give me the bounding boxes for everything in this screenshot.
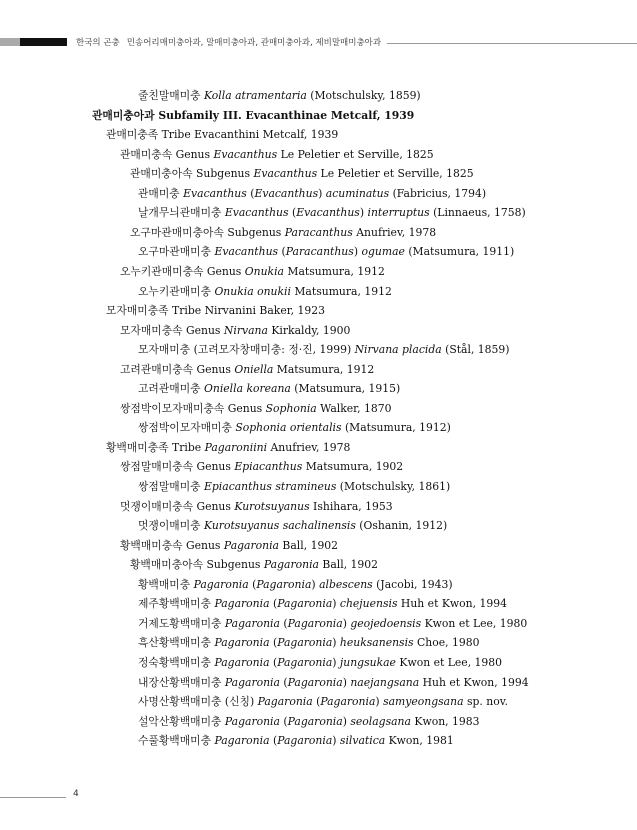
authority-text: ( — [312, 695, 321, 708]
taxon-subgenus — [130, 558, 378, 571]
taxon-subgenus — [130, 226, 436, 239]
authority-text: ) — [342, 715, 351, 728]
authority-text: (Jacobi, 1943) — [372, 578, 453, 591]
korean-name: 쌍점박이모자매미충 — [138, 421, 232, 434]
korean-name: 관매미충아속 — [130, 167, 193, 180]
scientific-name: Pagaronia — [257, 695, 313, 708]
authority-text: ( — [269, 656, 278, 669]
authority-text: ( — [279, 676, 288, 689]
authority-text: ( — [248, 578, 257, 591]
scientific-name: Evacanthus — [253, 167, 318, 180]
korean-name: 설악산황백매미충 — [138, 715, 222, 728]
taxon-tribe — [106, 304, 325, 317]
korean-name: 관매미충족 — [106, 128, 159, 141]
korean-name: 멋쟁이매미충속 — [120, 500, 194, 513]
taxon-genus — [120, 500, 393, 513]
authority-text: ( — [288, 206, 297, 219]
scientific-name: Pagaronia — [256, 578, 312, 591]
taxon-species — [138, 421, 451, 434]
authority-text: ) — [342, 676, 351, 689]
taxon-species — [138, 519, 447, 532]
authority-text: Huh et Kwon, 1994 — [419, 676, 529, 689]
authority-text: Kwon et Lee, 1980 — [421, 617, 528, 630]
authority-text: Ball, 1902 — [318, 558, 379, 571]
authority-text: Subgenus — [227, 226, 285, 239]
scientific-name: Kurotsuyanus sachalinensis — [204, 519, 356, 532]
scientific-name: acuminatus — [325, 187, 390, 200]
authority-text: (신칭) — [224, 695, 258, 708]
authority-text: (고려모자창매미충: 정·진, 1999) — [193, 343, 355, 356]
authority-text: ) — [342, 617, 351, 630]
scientific-name: Paracanthus — [284, 226, 353, 239]
korean-name: 고려관매미충속 — [120, 363, 194, 376]
scientific-name: Oniella koreana — [204, 382, 291, 395]
section-title: 민송어리매미충아과, 말매미충아과, 관매미충아과, 제비말매미충아과 — [126, 38, 382, 48]
taxon-species — [138, 695, 508, 708]
header-bar-gray — [0, 38, 20, 46]
authority-text: ( — [269, 636, 278, 649]
scientific-name: ogumae — [361, 245, 405, 258]
authority-text: ( — [278, 245, 286, 258]
header-bar-black — [20, 38, 67, 46]
taxon-genus — [120, 460, 403, 473]
authority-text: Genus — [196, 460, 235, 473]
taxon-genus — [120, 324, 350, 337]
scientific-name: Pagaronia — [214, 656, 270, 669]
scientific-name: Pagaronia — [287, 676, 343, 689]
korean-name: 황백매미충족 — [106, 441, 169, 454]
korean-name: 황백매미충 — [138, 578, 191, 591]
authority-text: Tribe Nirvanini Baker, 1923 — [172, 304, 326, 317]
scientific-name: Pagaronia — [214, 597, 270, 610]
taxon-species — [138, 343, 510, 356]
taxon-species — [138, 285, 392, 298]
taxon-species — [138, 597, 507, 610]
scientific-name: Pagaronia — [277, 597, 333, 610]
taxon-species — [138, 734, 454, 747]
authority-text: Anufriev, 1978 — [352, 226, 437, 239]
authority-text: ) — [353, 245, 362, 258]
authority-text: Kwon, 1981 — [385, 734, 454, 747]
authority-text: ) — [332, 597, 340, 610]
authority-text: ) — [375, 695, 384, 708]
scientific-name: Pagaronia — [277, 636, 333, 649]
taxon-species — [138, 480, 450, 493]
authority-text: ( — [279, 617, 288, 630]
authority-text: (Matsumura, 1911) — [404, 245, 515, 258]
taxon-genus — [120, 148, 434, 161]
authority-text: ( — [269, 734, 278, 747]
korean-name: 오구마관매미충아속 — [130, 226, 224, 239]
scientific-name: Sophonia — [265, 402, 317, 415]
korean-name: 오누키관매미충속 — [120, 265, 204, 278]
korean-name: 줄친말매미충 — [138, 89, 201, 102]
authority-text: Tribe — [172, 441, 205, 454]
korean-name: 관매미충 — [138, 187, 180, 200]
korean-name: 멋쟁이매미충 — [138, 519, 201, 532]
scientific-name: seolagsana — [350, 715, 411, 728]
authority-text: Genus — [227, 402, 266, 415]
scientific-name: interruptus — [367, 206, 430, 219]
taxon-genus — [120, 265, 385, 278]
scientific-name: Paracanthus — [285, 245, 354, 258]
taxon-genus — [120, 402, 391, 415]
authority-text: Genus — [196, 363, 235, 376]
authority-text: Genus — [175, 148, 214, 161]
taxon-species — [138, 656, 502, 669]
authority-text: Tribe Evacanthini Metcalf, 1939 — [161, 128, 339, 141]
scientific-name: Pagaronia — [224, 715, 280, 728]
korean-name: 쌍점말매미충속 — [120, 460, 194, 473]
scientific-name: silvatica — [339, 734, 386, 747]
authority-text: ) — [311, 578, 320, 591]
korean-name: 모자매미충족 — [106, 304, 169, 317]
scientific-name: Pagaronia — [287, 715, 343, 728]
taxon-genus — [120, 539, 338, 552]
scientific-name: Nirvana — [223, 324, 268, 337]
scientific-name: Pagaroniini — [204, 441, 268, 454]
korean-name: 흑산황백매미충 — [138, 636, 212, 649]
scientific-name: Pagaronia — [224, 676, 280, 689]
authority-text: Genus — [196, 500, 235, 513]
taxon-species — [138, 617, 527, 630]
scientific-name: Evacanthus — [183, 187, 247, 200]
korean-name: 관매미충아과 — [92, 109, 155, 122]
taxon-tribe — [106, 128, 338, 141]
scientific-name: Pagaronia — [223, 539, 279, 552]
authority-text: (Motschulsky, 1859) — [306, 89, 421, 102]
taxon-species — [138, 382, 400, 395]
authority-text: ( — [279, 715, 288, 728]
authority-text: Genus — [186, 324, 224, 337]
authority-text: Subgenus — [206, 558, 264, 571]
authority-text: Choe, 1980 — [413, 636, 480, 649]
scientific-name: Oniella — [234, 363, 274, 376]
authority-text: Ishihara, 1953 — [309, 500, 393, 513]
authority-text: Subfamily III. Evacanthinae Metcalf, 1939 — [158, 109, 415, 122]
authority-text: Genus — [206, 265, 245, 278]
taxon-species — [138, 89, 421, 102]
authority-text: ( — [269, 597, 278, 610]
authority-text: (Fabricius, 1794) — [389, 187, 487, 200]
scientific-name: heuksanensis — [339, 636, 414, 649]
authority-text: Genus — [186, 539, 224, 552]
authority-text: (Matsumura, 1915) — [290, 382, 401, 395]
taxon-subgenus — [130, 167, 474, 180]
authority-text: Walker, 1870 — [316, 402, 392, 415]
korean-name: 수풀황백매미충 — [138, 734, 212, 747]
authority-text: (Matsumura, 1912) — [341, 421, 451, 434]
scientific-name: Evacanthus — [213, 148, 278, 161]
scientific-name: samyeongsana — [383, 695, 464, 708]
korean-name: 모자매미충 — [138, 343, 191, 356]
taxon-species — [138, 245, 514, 258]
scientific-name: Pagaronia — [277, 734, 333, 747]
book-title: 한국의 곤충 — [76, 38, 120, 48]
korean-name: 정숙황백매미충 — [138, 656, 212, 669]
korean-name: 제주황백매미충 — [138, 597, 212, 610]
authority-text: Subgenus — [196, 167, 254, 180]
authority-text: ) — [332, 656, 340, 669]
korean-name: 황백매미충아속 — [130, 558, 204, 571]
korean-name: 내장산황백매미충 — [138, 676, 222, 689]
authority-text: ( — [246, 187, 255, 200]
korean-name: 쌍점박이모자매미충속 — [120, 402, 225, 415]
authority-text: (Motschulsky, 1861) — [336, 480, 451, 493]
authority-text: (Stål, 1859) — [441, 343, 510, 356]
scientific-name: Kurotsuyanus — [234, 500, 310, 513]
scientific-name: jungsukae — [339, 656, 396, 669]
taxon-species — [138, 578, 453, 591]
authority-text: Kirkaldy, 1900 — [267, 324, 351, 337]
scientific-name: Pagaronia — [193, 578, 249, 591]
authority-text: Huh et Kwon, 1994 — [397, 597, 507, 610]
page-number: 4 — [73, 789, 79, 799]
scientific-name: Pagaronia — [214, 734, 270, 747]
scientific-name: Pagaronia — [263, 558, 319, 571]
taxon-species — [138, 715, 480, 728]
authority-text: Matsumura, 1912 — [283, 265, 385, 278]
taxon-species — [138, 676, 529, 689]
scientific-name: Epiacanthus — [234, 460, 303, 473]
authority-text: Le Peletier et Serville, 1825 — [317, 167, 474, 180]
korean-name: 사명산황백매미충 — [138, 695, 222, 708]
korean-name: 쌍점말매미충 — [138, 480, 201, 493]
authority-text: (Oshanin, 1912) — [355, 519, 448, 532]
korean-name: 날개무늬관매미충 — [138, 206, 222, 219]
taxon-tribe — [106, 441, 350, 454]
scientific-name: naejangsana — [350, 676, 420, 689]
footer-rule — [0, 797, 66, 798]
scientific-name: Pagaronia — [287, 617, 343, 630]
scientific-name: Kolla atramentaria — [204, 89, 307, 102]
scientific-name: Nirvana placida — [354, 343, 442, 356]
authority-text: Kwon, 1983 — [410, 715, 480, 728]
korean-name: 오누키관매미충 — [138, 285, 212, 298]
scientific-name: Evacanthus — [254, 187, 319, 200]
authority-text: (Linnaeus, 1758) — [429, 206, 526, 219]
korean-name: 황백매미충속 — [120, 539, 183, 552]
korean-name: 고려관매미충 — [138, 382, 201, 395]
scientific-name: Pagaronia — [214, 636, 270, 649]
scientific-name: geojedoensis — [350, 617, 422, 630]
scientific-name: chejuensis — [339, 597, 398, 610]
authority-text: ) — [332, 734, 340, 747]
authority-text: ) — [318, 187, 326, 200]
korean-name: 모자매미충속 — [120, 324, 183, 337]
korean-name: 거제도황백매미충 — [138, 617, 222, 630]
scientific-name: Pagaronia — [224, 617, 280, 630]
authority-text: Matsumura, 1912 — [290, 285, 392, 298]
authority-text: Le Peletier et Serville, 1825 — [277, 148, 434, 161]
authority-text: sp. nov. — [463, 695, 508, 708]
taxon-species — [138, 206, 526, 219]
korean-name: 관매미충속 — [120, 148, 173, 161]
authority-text: Ball, 1902 — [279, 539, 339, 552]
scientific-name: Pagaronia — [277, 656, 333, 669]
taxon-species — [138, 187, 486, 200]
scientific-name: Epiacanthus stramineus — [204, 480, 337, 493]
authority-text: Anufriev, 1978 — [267, 441, 351, 454]
scientific-name: Onukia — [244, 265, 284, 278]
scientific-name: Pagaronia — [320, 695, 376, 708]
running-header — [76, 36, 387, 48]
scientific-name: Evacanthus — [224, 206, 289, 219]
scientific-name: Evacanthus — [214, 245, 279, 258]
authority-text: Kwon et Lee, 1980 — [395, 656, 503, 669]
korean-name: 오구마관매미충 — [138, 245, 212, 258]
taxon-species — [138, 636, 479, 649]
taxon-subfamily — [92, 109, 414, 122]
scientific-name: Onukia onukii — [214, 285, 291, 298]
scientific-name: Sophonia orientalis — [235, 421, 342, 434]
authority-text: ) — [332, 636, 340, 649]
taxon-genus — [120, 363, 374, 376]
scientific-name: albescens — [319, 578, 373, 591]
authority-text: Matsumura, 1902 — [302, 460, 404, 473]
scientific-name: Evacanthus — [296, 206, 360, 219]
authority-text: ) — [359, 206, 368, 219]
authority-text: Matsumura, 1912 — [273, 363, 375, 376]
